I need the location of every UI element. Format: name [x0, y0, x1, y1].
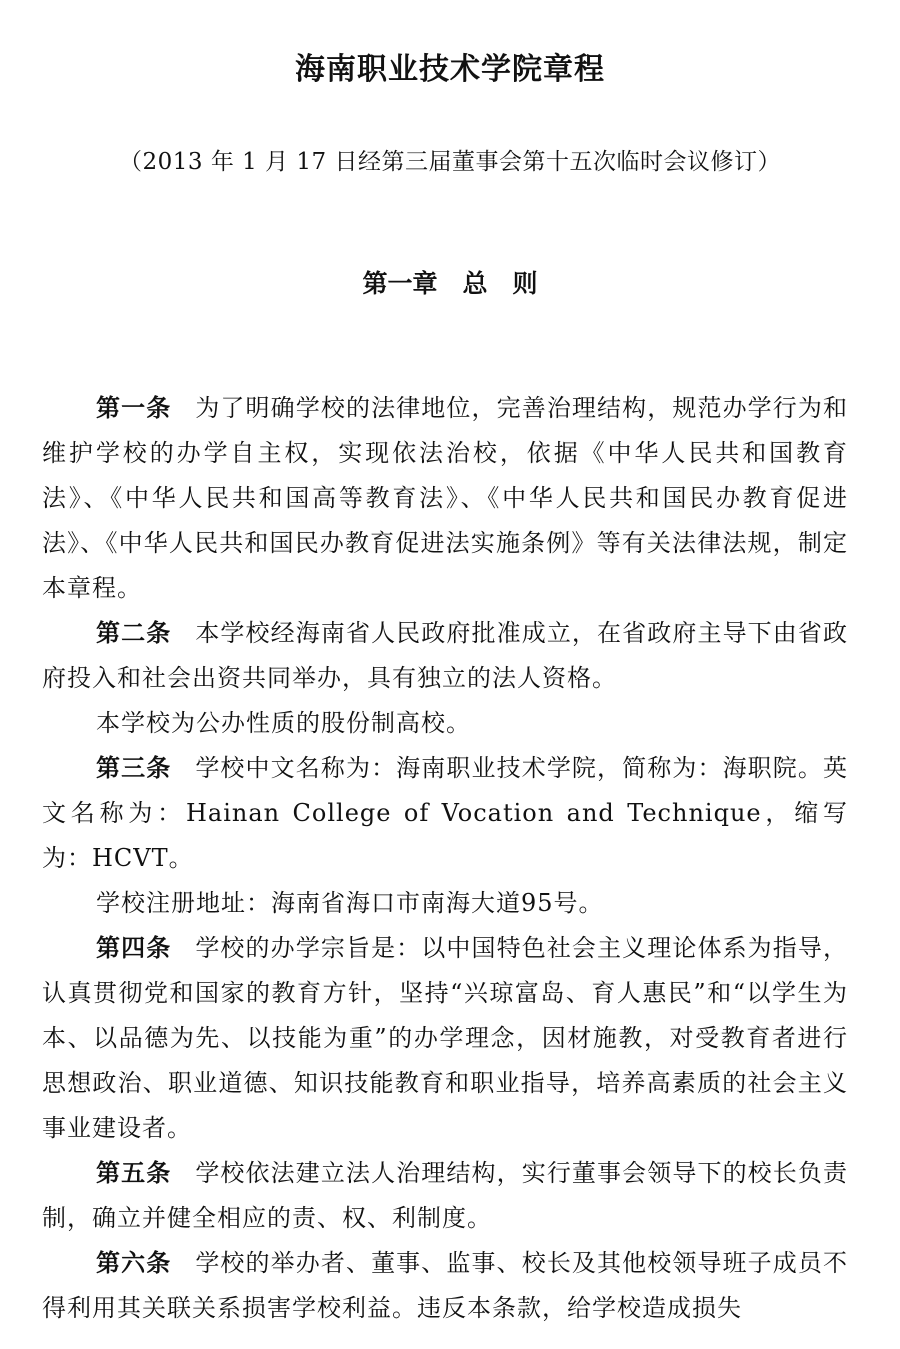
article-number: 第三条 — [96, 754, 172, 782]
paragraph-article-2 — [42, 611, 848, 701]
paragraph-article-4 — [42, 926, 848, 1151]
article-text: 学校注册地址：海南省海口市南海大道95号。 — [96, 889, 604, 917]
article-text: 本学校经海南省人民政府批准成立，在省政府主导下由省政府投入和社会出资共同举办，具有独立的法人资格。 — [42, 619, 849, 692]
article-text: 学校的办学宗旨是：以中国特色社会主义理论体系为指导，认真贯彻党和国家的教育方针，坚持“兴琼富岛、育人惠民”和“以学生为本、以品德为先、以技能为重”的办学理念，因材施教，对受教育者进行思想政治、职业道德、知识技能教育和职业指导，培养高素质的社会主义事业建设者。 — [42, 934, 849, 1142]
article-text: 学校的举办者、董事、监事、校长及其他校领导班子成员不得利用其关联关系损害学校利益。违反本条款，给学校造成损失 — [42, 1249, 849, 1322]
article-text: 学校中文名称为：海南职业技术学院，简称为：海职院。英文名称为：Hainan College of Vocation and Technique，缩写为：HCVT。 — [42, 754, 849, 872]
article-text: 为了明确学校的法律地位，完善治理结构，规范办学行为和维护学校的办学自主权，实现依法治校，依据《中华人民共和国教育法》、《中华人民共和国高等教育法》、《中华人民共和国民办教育促进法》、《中华人民共和国民办教育促进法实施条例》等有关法律法规，制定本章程。 — [42, 394, 849, 602]
article-number: 第五条 — [96, 1159, 172, 1187]
paragraph-article-1 — [42, 386, 848, 611]
article-number: 第六条 — [96, 1249, 172, 1277]
article-text: 本学校为公办性质的股份制高校。 — [96, 709, 471, 737]
paragraph-article-5 — [42, 1151, 848, 1241]
article-number: 第一条 — [96, 394, 172, 422]
chapter-title: 第一章 总 则 — [362, 269, 538, 298]
article-number: 第四条 — [96, 934, 172, 962]
document-body — [42, 386, 848, 1331]
document-subtitle: （2013 年 1 月 17 日经第三届董事会第十五次临时会议修订） — [119, 149, 781, 175]
article-text: 学校依法建立法人治理结构，实行董事会领导下的校长负责制，确立并健全相应的责、权、利制度。 — [42, 1159, 849, 1232]
paragraph-article-2-cont — [42, 701, 848, 746]
paragraph-article-3-cont — [42, 881, 848, 926]
paragraph-article-6 — [42, 1241, 848, 1331]
document-title: 海南职业技术学院章程 — [295, 52, 605, 87]
paragraph-article-3 — [42, 746, 848, 881]
article-number: 第二条 — [96, 619, 172, 647]
